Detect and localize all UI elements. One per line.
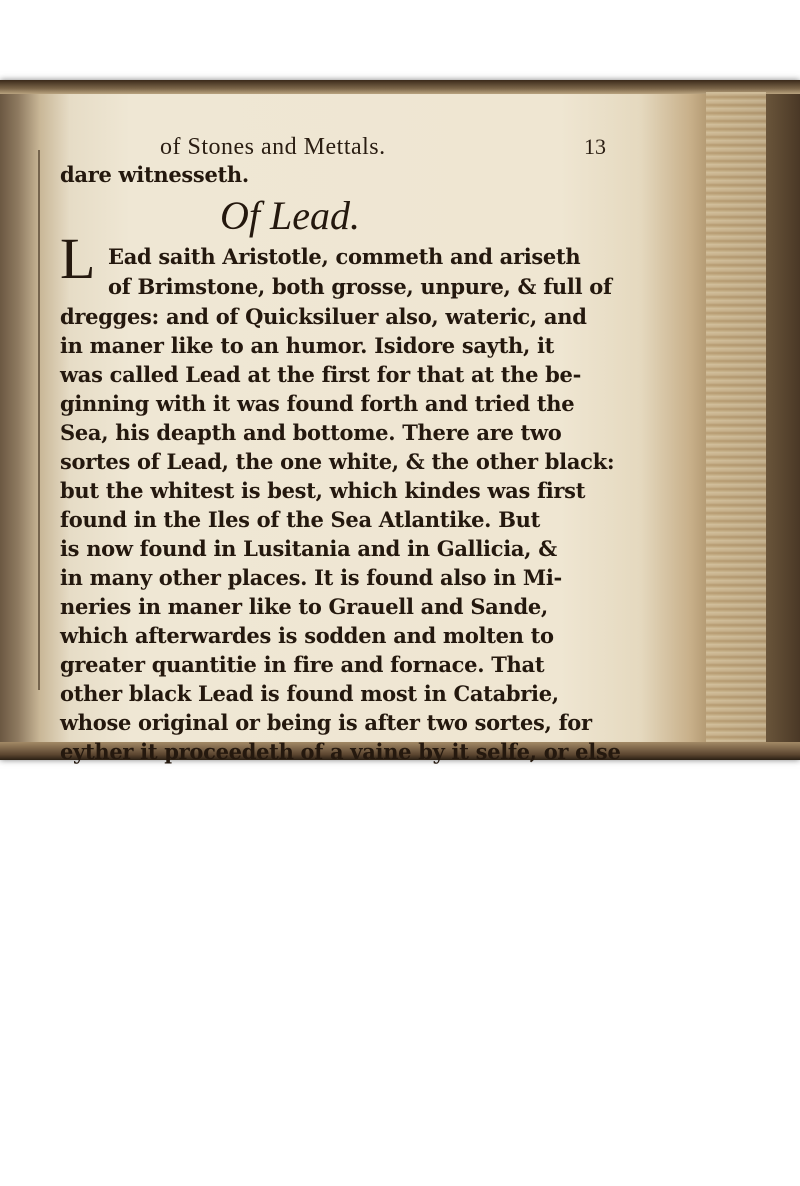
running-head: of Stones and Mettals. (160, 134, 386, 160)
text-line: in maner like to an humor. Isidore sayth, it (60, 333, 555, 358)
text-line: other black Lead is found most in Catabrie, (60, 681, 559, 706)
text-line: found in the Iles of the Sea Atlantike. But (60, 507, 541, 532)
book-top-edge (0, 80, 800, 94)
text-line: of Brimstone, both grosse, unpure, & full of (108, 274, 612, 299)
text-line: in many other places. It is found also in Mi- (60, 565, 562, 590)
text-line: Sea, his deapth and bottome. There are two (60, 420, 562, 445)
page-fore-edge (706, 92, 766, 742)
text-line: Ead saith Aristotle, commeth and ariseth (108, 244, 581, 269)
text-line: dregges: and of Quicksiluer also, wateric, and (60, 304, 587, 329)
text-line: ginning with it was found forth and tried the (60, 391, 575, 416)
text-page-lower (40, 100, 700, 764)
drop-cap: L (60, 226, 96, 291)
text-line: greater quantitie in fire and fornace. That (60, 652, 545, 677)
section-heading: Of Lead. (220, 193, 360, 238)
text-line: whose original or being is after two sortes, for (60, 710, 592, 735)
text-line: eyther it proceedeth of a vaine by it selfe, or else (60, 739, 621, 764)
text-line: is now found in Lusitania and in Gallicia, & (60, 536, 557, 561)
text-line: but the whitest is best, which kindes was first (60, 478, 586, 503)
text-line: was called Lead at the first for that at the be- (60, 362, 582, 387)
text-line-continuation: dare witnesseth. (60, 162, 249, 187)
page-number: 13 (584, 134, 606, 159)
text-line: neries in maner like to Grauell and Sande, (60, 594, 548, 619)
text-line: sortes of Lead, the one white, & the other black: (60, 449, 615, 474)
text-line: which afterwardes is sodden and molten to (60, 623, 554, 648)
